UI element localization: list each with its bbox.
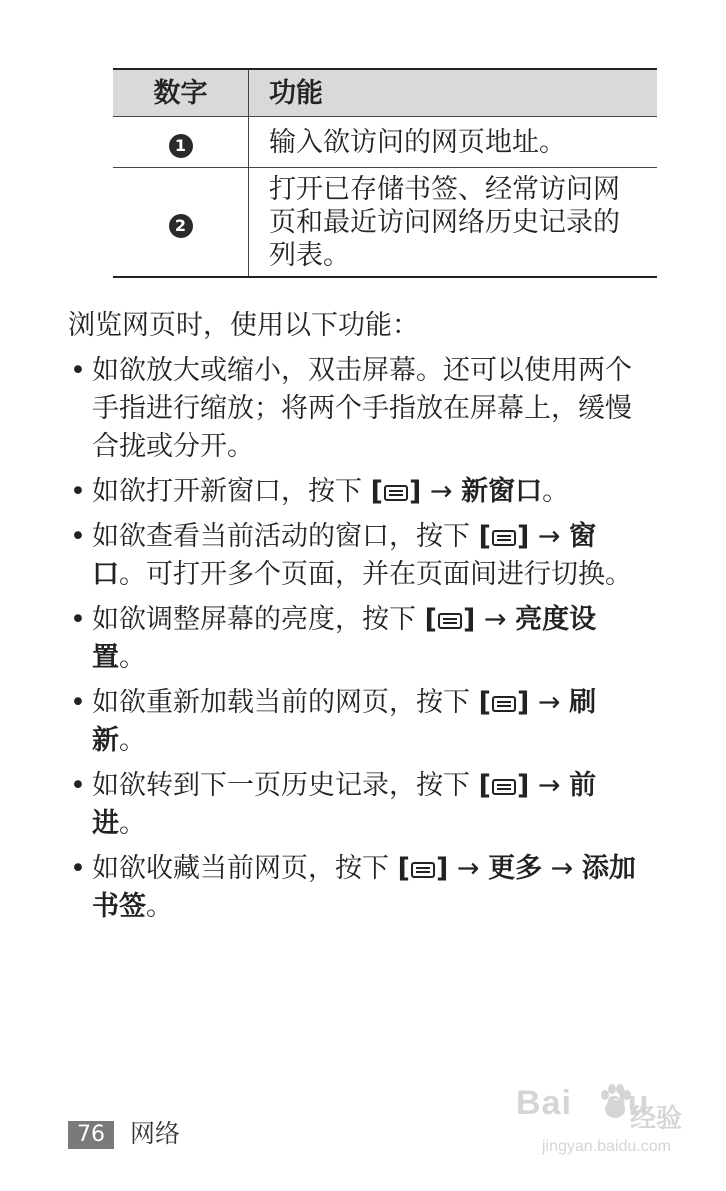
- item-text: 。可打开多个页面，并在页面间进行切换。: [119, 559, 632, 590]
- item-text: 如欲打开新窗口，按下: [92, 476, 371, 507]
- menu-key-icon: [ ]: [370, 476, 422, 507]
- menu-option: 窗口: [92, 521, 597, 590]
- header-number: 数字: [113, 69, 249, 117]
- paw-icon: [598, 1084, 632, 1120]
- bullet-dot: •: [70, 770, 86, 801]
- menu-option: 亮度设置: [92, 604, 597, 673]
- page-number: 76: [68, 1121, 114, 1149]
- arrow-text: →: [421, 476, 462, 507]
- item-text: 如欲收藏当前网页，按下: [92, 853, 398, 884]
- menu-key-icon: [ ]: [478, 770, 530, 801]
- list-item: [68, 684, 648, 760]
- item-text: 如欲重新加载当前的网页，按下: [92, 687, 479, 718]
- row-number-cell: [113, 168, 249, 278]
- menu-option: 前进: [92, 770, 597, 839]
- item-text: 。: [146, 891, 173, 922]
- number-badge: 1: [169, 134, 193, 158]
- menu-option: 新窗口: [461, 476, 543, 507]
- row-desc: 打开已存储书签、经常访问网页和最近访问网络历史记录的列表。: [249, 168, 658, 278]
- item-text: 。: [119, 808, 146, 839]
- baidu-watermark: [512, 1080, 712, 1170]
- watermark-cn: 经验: [630, 1104, 683, 1134]
- bullet-dot: •: [70, 476, 86, 507]
- arrow-text: →: [448, 853, 489, 884]
- arrow-text: →: [529, 770, 570, 801]
- item-text: 如欲调整屏幕的亮度，按下: [92, 604, 425, 635]
- list-item: [68, 518, 648, 594]
- bullet-dot: •: [70, 521, 86, 552]
- arrow-text: →: [529, 687, 570, 718]
- table-row: [113, 117, 657, 168]
- intro-text: 浏览网页时，使用以下功能：: [68, 310, 419, 341]
- menu-option: 更多: [488, 853, 543, 884]
- menu-option: 刷新: [92, 687, 597, 756]
- list-item: [68, 473, 648, 511]
- bullet-dot: •: [70, 687, 86, 718]
- list-item: [68, 767, 648, 843]
- bullet-dot: •: [70, 355, 86, 386]
- header-function: 功能: [249, 69, 658, 117]
- list-item: [68, 850, 648, 926]
- section-title: 网络: [130, 1119, 181, 1148]
- watermark-url: jingyan.baidu.com: [542, 1138, 671, 1155]
- bullet-dot: •: [70, 853, 86, 884]
- bullet-dot: •: [70, 604, 86, 635]
- item-text: 如欲放大或缩小，双击屏幕。还可以使用两个手指进行缩放；将两个手指放在屏幕上，缓慢合拢或分开。: [92, 355, 632, 462]
- menu-key-icon: [ ]: [478, 687, 530, 718]
- item-text: 。: [542, 476, 570, 507]
- arrow-text: →: [542, 853, 582, 884]
- item-text: 。: [119, 725, 146, 756]
- item-text: 。: [119, 642, 146, 673]
- menu-key-icon: [ ]: [424, 604, 476, 635]
- arrow-text: →: [475, 604, 516, 635]
- menu-key-icon: [ ]: [397, 853, 449, 884]
- table-row: [113, 168, 657, 278]
- item-text: 如欲查看当前活动的窗口，按下: [92, 521, 479, 552]
- item-text: 如欲转到下一页历史记录，按下: [92, 770, 479, 801]
- row-desc: 输入欲访问的网页地址。: [249, 117, 658, 168]
- function-table: [113, 68, 657, 278]
- menu-option: 添加书签: [92, 853, 636, 922]
- list-item: [68, 601, 648, 677]
- number-badge: 2: [169, 214, 193, 238]
- list-item: [68, 352, 648, 466]
- menu-key-icon: [ ]: [478, 521, 530, 552]
- watermark-brand: Bai du: [516, 1084, 650, 1122]
- feature-list: [68, 352, 648, 933]
- row-number-cell: [113, 117, 249, 168]
- arrow-text: →: [529, 521, 570, 552]
- table-header-row: [113, 69, 657, 117]
